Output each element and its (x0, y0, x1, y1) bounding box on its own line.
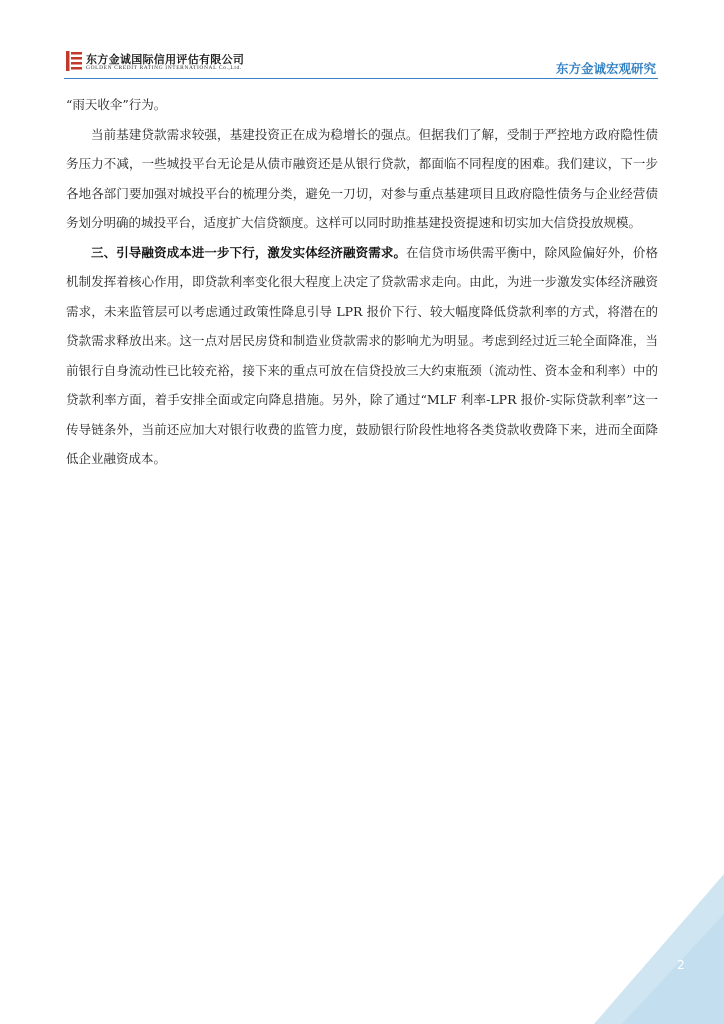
page-number: 2 (677, 958, 685, 972)
document-body (66, 90, 658, 474)
company-name-en: GOLDEN CREDIT RATING INTERNATIONAL Co.,Ltd. (86, 65, 242, 71)
company-logo-icon (66, 51, 82, 71)
section-heading: 三、引导融资成本进一步下行，激发实体经济融资需求。 (91, 244, 407, 260)
paragraph-3 (66, 238, 658, 474)
header-divider (64, 78, 658, 79)
paragraph-3-text: 在信贷市场供需平衡中，除风险偏好外，价格机制发挥着核心作用，即贷款利率变化很大程度上决定了贷款需求走向。由此，为进一步激发实体经济融资需求，未来监管层可以考虑通过政策性降息引导 LPR 报价下行、较大幅度降低贷款利率的方式，将潜在的贷款需求释放出来。这一点对居民房贷和制造业贷款需求的影响尤为明显。考虑到经过近三轮全面降准，当前银行自身流动性已比较充裕，接下来的重点可放在信贷投放三大约束瓶颈（流动性、资本金和利率）中的贷款利率方面，着手安排全面或定向降息措施。另外，除了通过“MLF 利率-LPR 报价-实际贷款利率”这一传导链条外，当前还应加大对银行收费的监管力度，鼓励银行阶段性地将各类贷款收费降下来，进而全面降低企业融资成本。 (66, 244, 658, 466)
paragraph-2: 当前基建贷款需求较强，基建投资正在成为稳增长的强点。但据我们了解，受制于严控地方政府隐性债务压力不减，一些城投平台无论是从债市融资还是从银行贷款，都面临不同程度的困难。我们建议，下一步各地各部门要加强对城投平台的梳理分类，避免一刀切，对参与重点基建项目且政府隐性债务与企业经营债务划分明确的城投平台，适度扩大信贷额度。这样可以同时助推基建投资提速和切实加大信贷投放规模。 (66, 126, 658, 230)
company-name-cn: 东方金诚国际信用评估有限公司 (86, 53, 245, 66)
page-header (0, 0, 724, 82)
paragraph-1: “雨天收伞”行为。 (66, 97, 167, 112)
report-series-title: 东方金诚宏观研究 (555, 61, 656, 76)
corner-decoration (594, 874, 724, 1024)
